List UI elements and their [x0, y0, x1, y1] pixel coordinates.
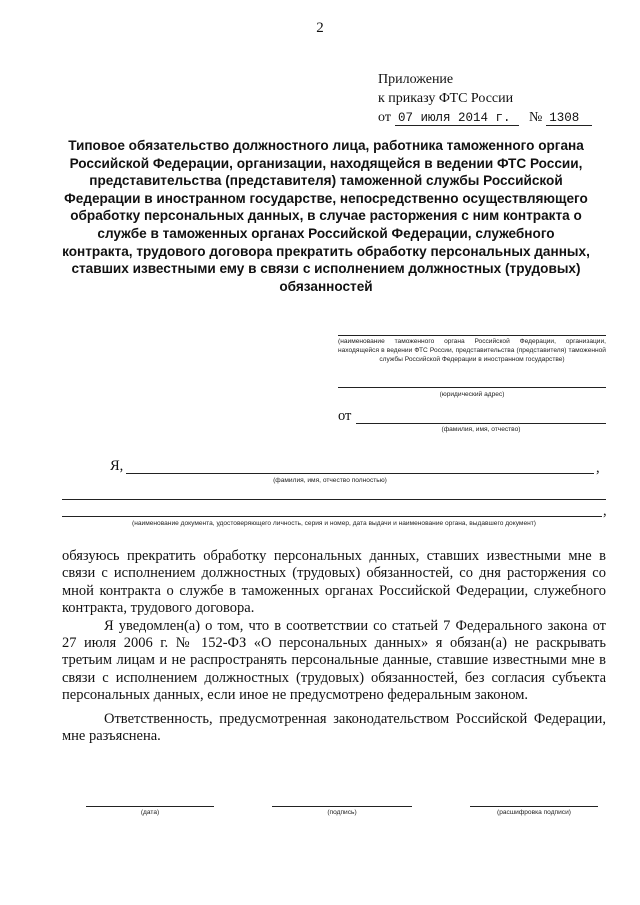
signature-decode-line[interactable]	[470, 806, 598, 807]
order-date: 07 июля 2014 г.	[395, 111, 519, 126]
org-name-line[interactable]	[338, 335, 606, 336]
full-name-caption: (фамилия, имя, отчество полностью)	[273, 477, 387, 484]
order-number-sign: №	[528, 110, 543, 125]
body-paragraph-3: Ответственность, предусмотренная законодательством Российской Федерации, мне разъяснена.	[62, 710, 606, 745]
appendix-line-1: Приложение	[378, 72, 454, 87]
date-line[interactable]	[86, 806, 214, 807]
order-number: 1308	[546, 111, 592, 126]
signature-line[interactable]	[272, 806, 412, 807]
body-paragraph-2: Я уведомлен(а) о том, что в соответствии со статьей 7 Федерального закона от 27 июля 2006 г. № 152-ФЗ «О персональных данных» я обязан(а) не раскрывать третьим лицам и не распространять персональные данные, ставшие известными мне в связи с исполнением должностных (трудовых) обязанностей, без согласия субъекта персональных данных, если иное не предусмотрено федеральным законом.	[62, 617, 606, 704]
signature-decode-caption: (расшифровка подписи)	[497, 809, 571, 816]
appendix-block	[378, 70, 592, 127]
from-name-line[interactable]	[356, 423, 606, 424]
name-comma: ,	[596, 460, 600, 476]
identity-document-line-1[interactable]	[62, 499, 606, 500]
appendix-from-label: от	[378, 110, 391, 125]
identity-document-line-2[interactable]	[62, 516, 602, 517]
body-paragraph-1: обязуюсь прекратить обработку персональных данных, ставших известными мне в связи с исполнением должностных (трудовых) обязанностей, со дня расторжения со мной контракта о службе в таможенных органах Российской Федерации, служебного контракта, трудового договора.	[62, 548, 606, 617]
legal-address-line[interactable]	[338, 387, 606, 388]
obligation-body	[62, 548, 606, 745]
from-name-caption: (фамилия, имя, отчество)	[441, 426, 521, 433]
from-label: от	[338, 408, 352, 424]
appendix-line-2: к приказу ФТС России	[378, 91, 514, 106]
org-name-caption: (наименование таможенного органа Российской Федерации, организации, находящейся в ведении ФТС России, представительства (представителя) таможенной службы Российской Федерации в иностранном государстве)	[338, 338, 606, 363]
date-caption: (дата)	[140, 809, 160, 816]
page-number: 2	[316, 20, 324, 36]
document-comma: ,	[603, 503, 607, 519]
full-name-line[interactable]	[126, 473, 594, 474]
legal-address-caption: (юридический адрес)	[439, 391, 505, 398]
signature-caption: (подпись)	[327, 809, 357, 816]
identity-document-caption: (наименование документа, удостоверяющего личность, серия и номер, дата выдачи и наименование органа, выдавшего документ)	[132, 520, 536, 527]
i-label: Я,	[110, 458, 124, 474]
appendix-order-row	[378, 108, 592, 127]
document-title: Типовое обязательство должностного лица, работника таможенного органа Российской Федерации, организации, находящейся в ведении ФТС России, представительства (представителя) таможенной службы Российской Федерации в иностранном государстве, непосредственно осуществляющего обработку персональных данных, в случае расторжения с ним контракта о службе в таможенных органах Российской Федерации, служебного контракта, трудового договора прекратить обработку персональных данных, ставших известными ему в связи с исполнением должностных (трудовых) обязанностей	[62, 138, 590, 294]
